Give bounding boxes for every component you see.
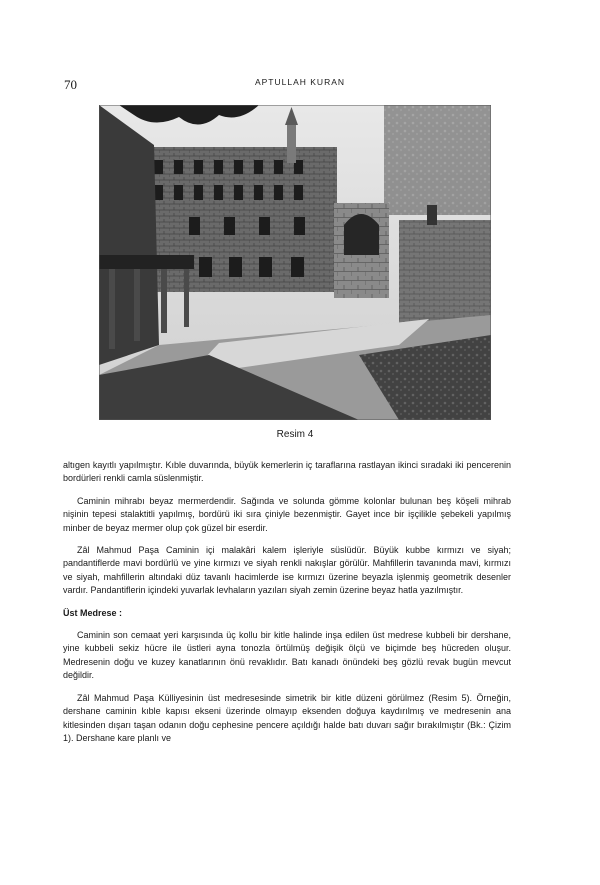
figure-caption: Resim 4 xyxy=(276,429,314,440)
paragraph-1: altıgen kayıtlı yapılmıştır. Kıble duvarında, büyük kemerlerin iç taraflarına rastlayan ikinci sıradaki iki pencerenin bordürleri renkli camla süslenmiştir. xyxy=(63,460,511,484)
mosque-courtyard-photo xyxy=(99,105,491,420)
page-number: 70 xyxy=(64,77,77,92)
paragraph-3: Zâl Mahmud Paşa Caminin içi malakâri kalem işleriyle süslüdür. Büyük kubbe kırmızı ve siyah; pandantiflerde mavi bordürlü ve yine kırmızı ve siyah renkli nakışlar görülür. Mahfillerin tavanında mavi, kırmızı ve siyah, mahfillerin altındaki düz tavanlı hacimlerde ise kırmızı üzerine beyazla işlenmiş geometrik desenler vardır. Pandantiflerin içindeki yuvarlak levhaların yazıları siyah zemin üzerine beyaz hatla yazılmıştır. xyxy=(63,545,511,596)
section-paragraph-2: Zâl Mahmud Paşa Külliyesinin üst medresesinde simetrik bir kitle düzeni görülmez (Resim 5). Örneğin, dershane caminin kıble kapısı ekseni üzerinde olmayıp eksenden doğuya kaydırılmış ve medresenin ana kitlesinden dışarı taşan odanın doğu cephesine pencere açıldığı halde batı duvarı sağır bırakılmıştır (Bk.: Çizim 1). Dershane kare planlı ve xyxy=(63,692,511,743)
body-text xyxy=(63,459,511,754)
running-title: APTULLAH KURAN xyxy=(254,77,346,87)
paragraph-2: Caminin mihrabı beyaz mermerdendir. Sağında ve solunda gömme kolonlar bulunan beş köşeli mihrab nişinin tepesi stalaktitli yapılmış, bordürü iki sıra çiniyle bezenmiştir. Gayet ince bir işçilikle şebekeli yapılmış minber de beyaz mermer olup çok güzel bir eserdir. xyxy=(63,495,511,533)
section-paragraph-1: Caminin son cemaat yeri karşısında üç kollu bir kitle halinde inşa edilen üst medrese kubbeli bir dershane, yine kubbeli sekiz hücre ile üstleri ayna tonozla örtülmüş değişik ölçü ve biçimde beş hücreden oluşur. Medresenin doğu ve kuzey kanatlarının önü revaklıdır. Batı kanadı önündeki beş gözlü revak bugün mevcut değildir. xyxy=(63,630,511,681)
section-heading: Üst Medrese : xyxy=(63,607,123,618)
